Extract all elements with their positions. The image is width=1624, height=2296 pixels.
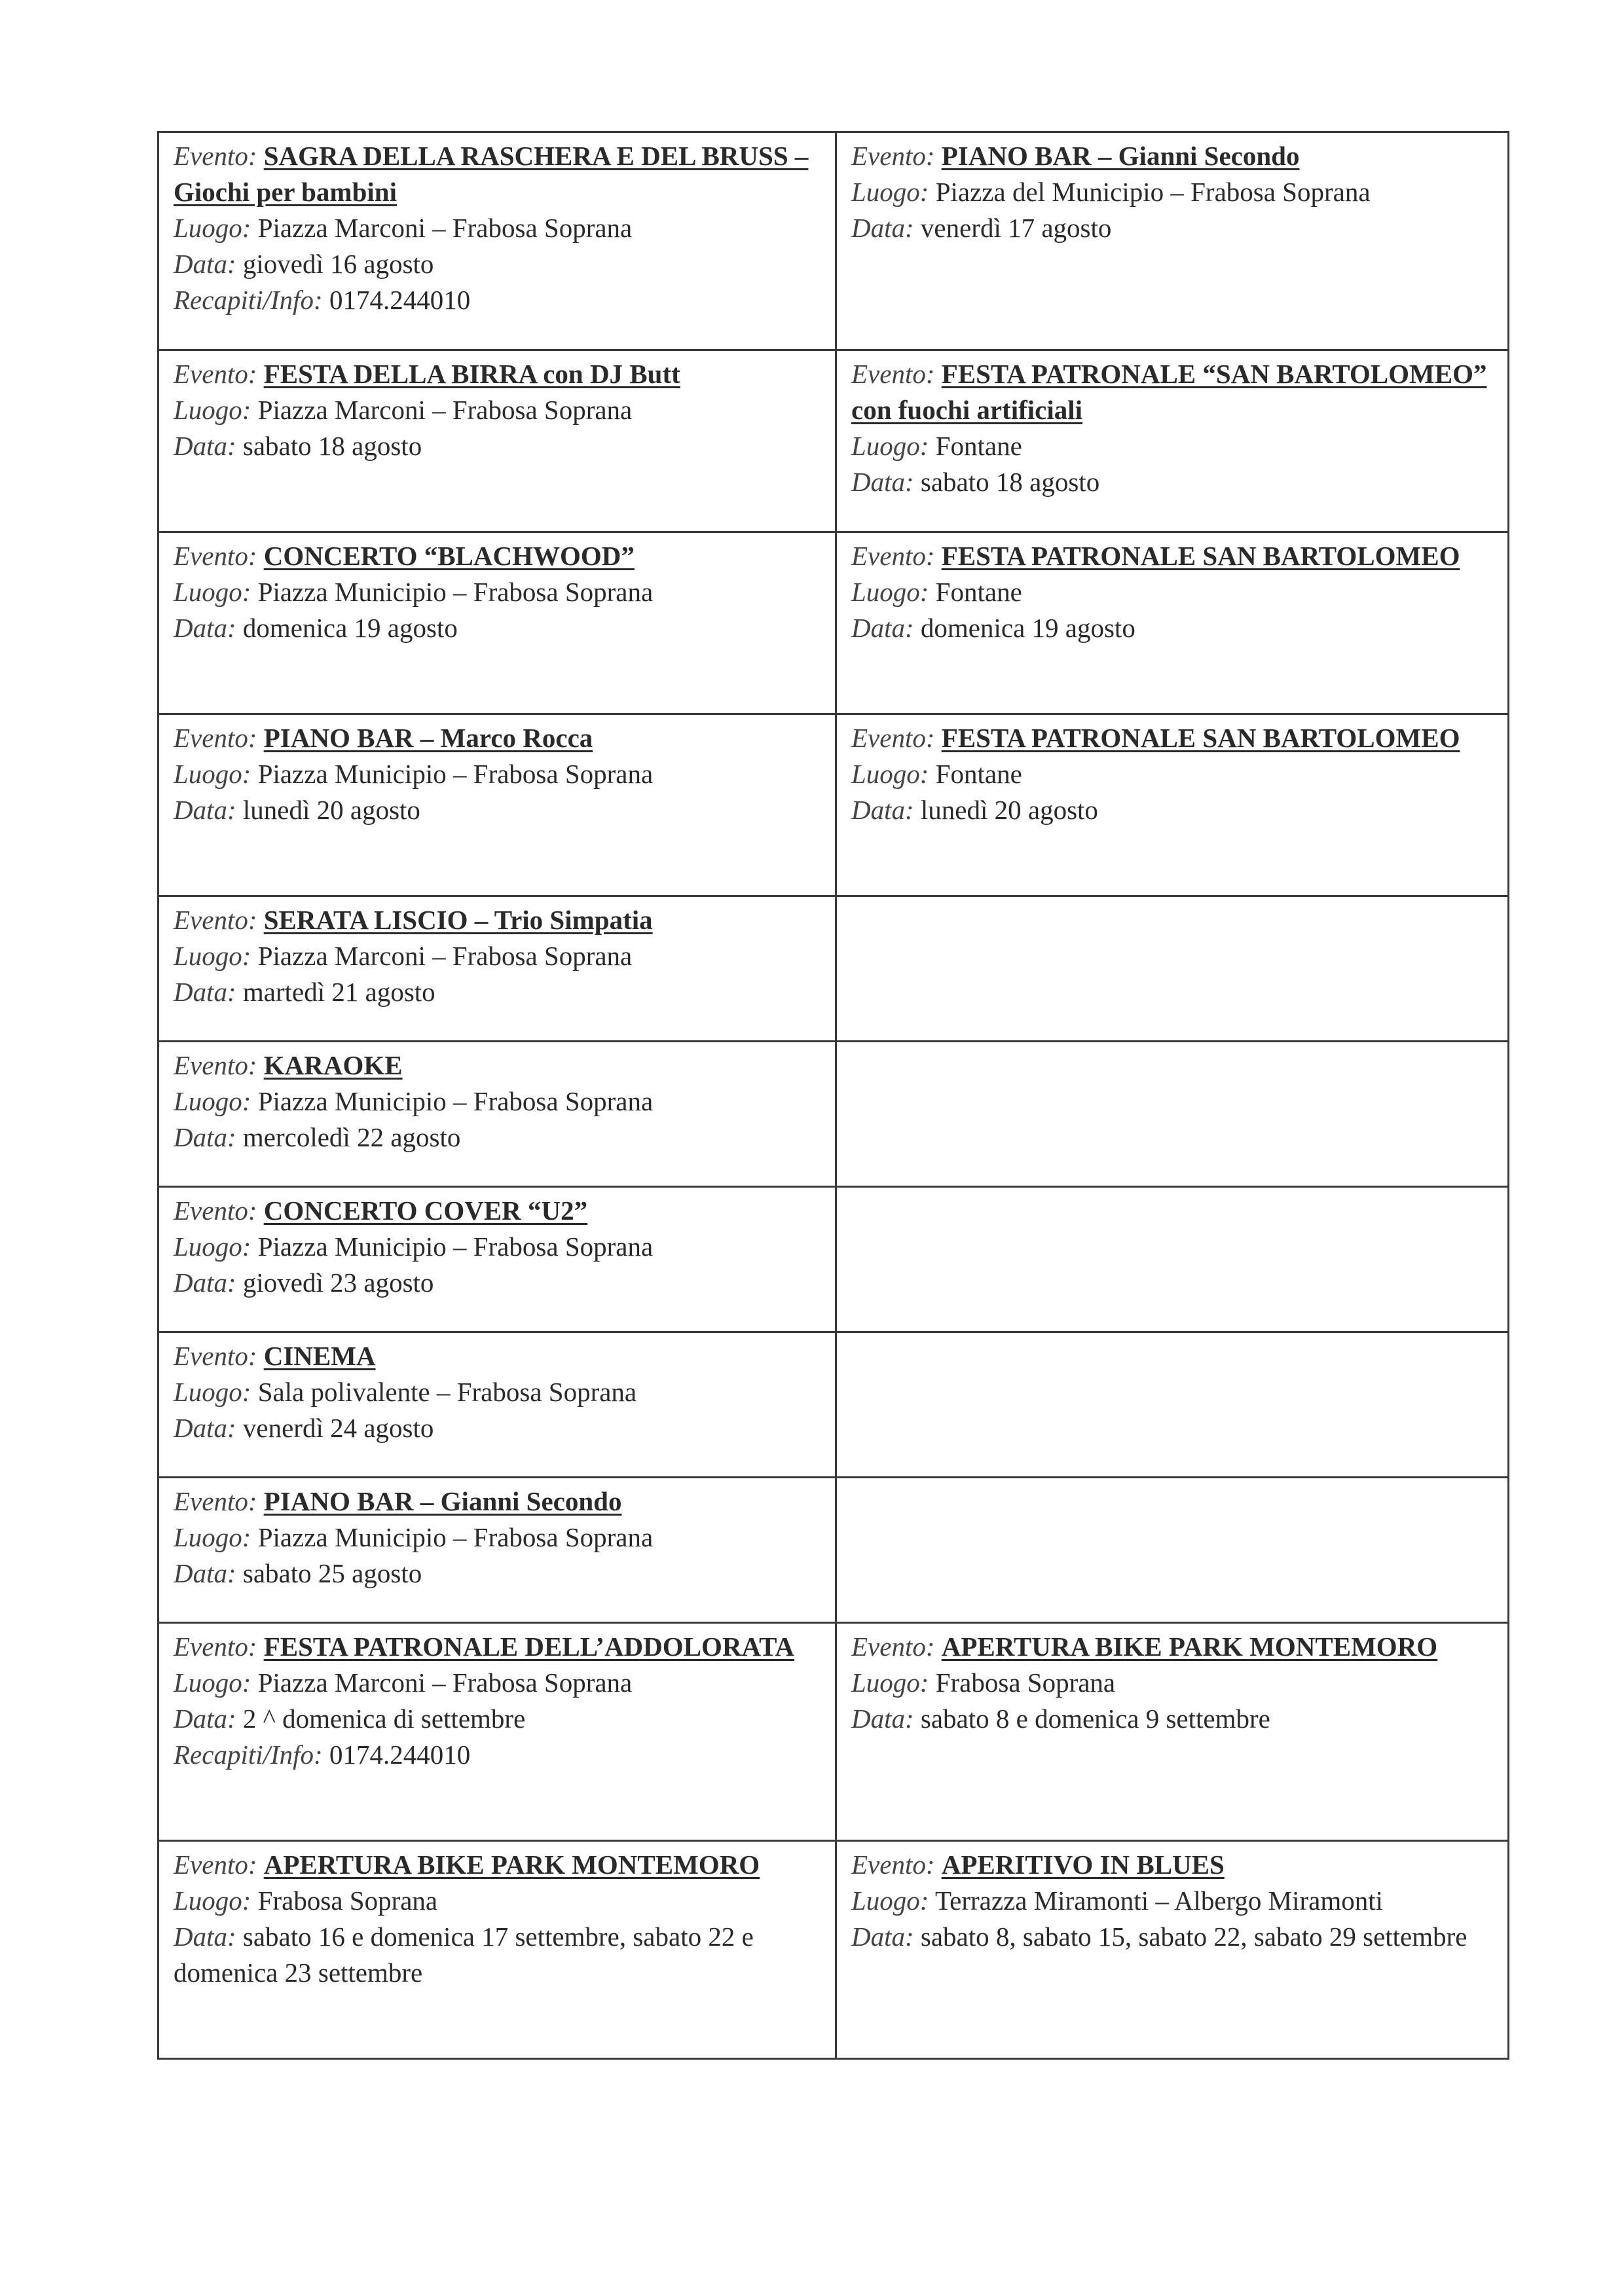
table-row: [158, 1478, 1509, 1623]
recapiti-label: Recapiti/Info:: [174, 1740, 323, 1770]
evento-label: Evento:: [174, 1195, 257, 1226]
table-row: [158, 1332, 1509, 1478]
event-date: sabato 25 agosto: [242, 1558, 422, 1588]
luogo-label: Luogo:: [851, 177, 929, 207]
evento-label: Evento:: [174, 1486, 257, 1516]
evento-label: Evento:: [174, 359, 257, 389]
event-contact: 0174.244010: [329, 285, 471, 315]
luogo-line: [851, 756, 1493, 792]
event-location: Piazza Marconi – Frabosa Soprana: [257, 941, 633, 971]
event-title: PIANO BAR – Gianni Secondo: [263, 1486, 622, 1516]
event-contact: 0174.244010: [329, 1740, 471, 1770]
event-location: Piazza Municipio – Frabosa Soprana: [257, 759, 654, 789]
event-title: CONCERTO “BLACHWOOD”: [263, 541, 635, 571]
evento-label: Evento:: [174, 1341, 257, 1371]
event-line: [851, 538, 1493, 574]
luogo-label: Luogo:: [851, 1667, 929, 1698]
event-date: giovedì 23 agosto: [242, 1267, 434, 1298]
event-cell: [158, 350, 836, 532]
event-title: PIANO BAR – Gianni Secondo: [941, 141, 1300, 171]
event-cell: [158, 1042, 836, 1187]
data-line: [851, 610, 1493, 646]
empty-cell: [836, 1478, 1509, 1623]
data-label: Data:: [174, 1558, 236, 1588]
event-date: sabato 8 e domenica 9 settembre: [920, 1704, 1270, 1734]
data-line: [851, 792, 1493, 828]
data-label: Data:: [174, 1922, 236, 1952]
event-date: sabato 8, sabato 15, sabato 22, sabato 29 settembre: [920, 1922, 1467, 1952]
event-line: [174, 902, 821, 938]
event-date: giovedì 16 agosto: [242, 249, 434, 279]
event-cell: [836, 1623, 1509, 1841]
evento-label: Evento:: [851, 723, 935, 753]
data-line: [851, 210, 1493, 246]
luogo-line: [174, 1374, 821, 1410]
event-cell: [158, 1623, 836, 1841]
event-title: FESTA DELLA BIRRA con DJ Butt: [263, 359, 680, 389]
event-title: FESTA PATRONALE SAN BARTOLOMEO: [941, 541, 1460, 571]
event-location: Piazza Municipio – Frabosa Soprana: [257, 1231, 654, 1262]
table-row: [158, 714, 1509, 896]
data-label: Data:: [174, 613, 236, 643]
evento-label: Evento:: [174, 1050, 257, 1080]
luogo-line: [851, 428, 1493, 464]
event-line: [851, 1629, 1493, 1665]
luogo-label: Luogo:: [174, 213, 251, 243]
event-line: [174, 720, 821, 756]
event-line: [174, 1629, 821, 1665]
event-line: [851, 720, 1493, 756]
event-location: Piazza Municipio – Frabosa Soprana: [257, 577, 654, 607]
event-line: [851, 356, 1493, 428]
evento-label: Evento:: [851, 1850, 935, 1880]
luogo-label: Luogo:: [174, 577, 251, 607]
event-date: domenica 19 agosto: [920, 613, 1135, 643]
event-location: Piazza Marconi – Frabosa Soprana: [257, 395, 633, 425]
data-label: Data:: [174, 1413, 236, 1443]
luogo-label: Luogo:: [851, 577, 929, 607]
luogo-label: Luogo:: [174, 759, 251, 789]
luogo-line: [174, 938, 821, 974]
event-cell: [158, 896, 836, 1042]
event-location: Fontane: [935, 431, 1022, 461]
luogo-line: [851, 174, 1493, 210]
event-title: CONCERTO COVER “U2”: [263, 1195, 588, 1226]
event-title: FESTA PATRONALE “SAN BARTOLOMEO” con fuochi artificiali: [851, 359, 1487, 425]
empty-cell: [836, 1042, 1509, 1187]
event-title: SAGRA DELLA RASCHERA E DEL BRUSS – Giochi per bambini: [174, 141, 809, 207]
evento-label: Evento:: [174, 1850, 257, 1880]
event-location: Frabosa Soprana: [935, 1667, 1116, 1698]
event-line: [174, 1847, 821, 1883]
data-line: [174, 1265, 821, 1301]
event-title: FESTA PATRONALE SAN BARTOLOMEO: [941, 723, 1460, 753]
event-cell: [158, 1841, 836, 2059]
data-label: Data:: [851, 1704, 914, 1734]
event-location: Fontane: [935, 759, 1022, 789]
luogo-line: [174, 574, 821, 610]
evento-label: Evento:: [174, 1631, 257, 1662]
event-line: [174, 356, 821, 392]
event-cell: [158, 1187, 836, 1332]
recapiti-line: [174, 282, 821, 318]
event-date: sabato 18 agosto: [920, 467, 1100, 497]
data-line: [174, 1701, 821, 1737]
evento-label: Evento:: [174, 905, 257, 935]
recapiti-line: [174, 1737, 821, 1773]
event-location: Frabosa Soprana: [257, 1886, 438, 1916]
data-line: [174, 974, 821, 1010]
luogo-line: [174, 210, 821, 246]
luogo-label: Luogo:: [174, 1377, 251, 1407]
table-row: [158, 532, 1509, 714]
luogo-label: Luogo:: [174, 1086, 251, 1116]
event-cell: [836, 350, 1509, 532]
data-label: Data:: [174, 1122, 236, 1152]
evento-label: Evento:: [174, 141, 257, 171]
data-label: Data:: [851, 795, 914, 825]
data-label: Data:: [851, 613, 914, 643]
luogo-line: [851, 1665, 1493, 1701]
luogo-label: Luogo:: [174, 1886, 251, 1916]
data-label: Data:: [851, 467, 914, 497]
event-line: [174, 138, 821, 210]
event-location: Piazza Marconi – Frabosa Soprana: [257, 1667, 633, 1698]
event-title: PIANO BAR – Marco Rocca: [263, 723, 593, 753]
event-line: [174, 1193, 821, 1229]
data-label: Data:: [174, 977, 236, 1007]
data-line: [174, 428, 821, 464]
event-title: FESTA PATRONALE DELL’ADDOLORATA: [263, 1631, 794, 1662]
luogo-label: Luogo:: [174, 1231, 251, 1262]
event-date: lunedì 20 agosto: [920, 795, 1098, 825]
event-title: APERTURA BIKE PARK MONTEMORO: [941, 1631, 1438, 1662]
event-cell: [158, 1478, 836, 1623]
data-line: [851, 1701, 1493, 1737]
event-date: lunedì 20 agosto: [242, 795, 420, 825]
event-title: APERITIVO IN BLUES: [941, 1850, 1225, 1880]
luogo-line: [851, 574, 1493, 610]
luogo-line: [174, 1883, 821, 1919]
event-location: Fontane: [935, 577, 1022, 607]
event-line: [174, 1048, 821, 1084]
event-cell: [836, 1841, 1509, 2059]
event-location: Piazza Marconi – Frabosa Soprana: [257, 213, 633, 243]
luogo-label: Luogo:: [851, 1886, 929, 1916]
evento-label: Evento:: [851, 359, 935, 389]
table-row: [158, 350, 1509, 532]
table-row: [158, 1187, 1509, 1332]
evento-label: Evento:: [851, 1631, 935, 1662]
data-line: [174, 792, 821, 828]
data-label: Data:: [174, 795, 236, 825]
luogo-line: [174, 392, 821, 428]
empty-cell: [836, 896, 1509, 1042]
table-row: [158, 1841, 1509, 2059]
event-location: Piazza Municipio – Frabosa Soprana: [257, 1522, 654, 1552]
data-line: [174, 610, 821, 646]
luogo-label: Luogo:: [174, 941, 251, 971]
event-line: [174, 1484, 821, 1520]
luogo-label: Luogo:: [174, 395, 251, 425]
evento-label: Evento:: [851, 141, 935, 171]
luogo-line: [174, 1229, 821, 1265]
data-label: Data:: [174, 1704, 236, 1734]
table-row: [158, 1042, 1509, 1187]
recapiti-label: Recapiti/Info:: [174, 285, 323, 315]
data-line: [174, 246, 821, 282]
luogo-label: Luogo:: [851, 759, 929, 789]
luogo-line: [174, 1520, 821, 1556]
event-line: [851, 138, 1493, 174]
luogo-line: [174, 1665, 821, 1701]
event-date: martedì 21 agosto: [242, 977, 435, 1007]
luogo-line: [851, 1883, 1493, 1919]
event-line: [851, 1847, 1493, 1883]
event-cell: [158, 532, 836, 714]
event-date: mercoledì 22 agosto: [242, 1122, 461, 1152]
data-label: Data:: [174, 431, 236, 461]
data-label: Data:: [174, 1267, 236, 1298]
event-date: sabato 16 e domenica 17 settembre, sabato 22 e domenica 23 settembre: [174, 1922, 754, 1988]
data-line: [174, 1410, 821, 1446]
luogo-label: Luogo:: [174, 1667, 251, 1698]
event-cell: [158, 132, 836, 350]
event-cell: [836, 532, 1509, 714]
event-date: venerdì 24 agosto: [242, 1413, 434, 1443]
evento-label: Evento:: [851, 541, 935, 571]
event-cell: [836, 714, 1509, 896]
event-title: CINEMA: [263, 1341, 376, 1371]
event-title: KARAOKE: [263, 1050, 403, 1080]
event-date: venerdì 17 agosto: [920, 213, 1112, 243]
table-row: [158, 896, 1509, 1042]
event-location: Piazza Municipio – Frabosa Soprana: [257, 1086, 654, 1116]
data-line: [174, 1556, 821, 1592]
event-cell: [158, 1332, 836, 1478]
empty-cell: [836, 1187, 1509, 1332]
event-title: SERATA LISCIO – Trio Simpatia: [263, 905, 653, 935]
evento-label: Evento:: [174, 541, 257, 571]
events-table: [157, 131, 1509, 2060]
event-location: Piazza del Municipio – Frabosa Soprana: [935, 177, 1371, 207]
table-row: [158, 132, 1509, 350]
event-date: 2 ^ domenica di settembre: [242, 1704, 526, 1734]
data-label: Data:: [851, 213, 914, 243]
data-line: [851, 1919, 1493, 1955]
data-line: [174, 1919, 821, 1991]
luogo-label: Luogo:: [174, 1522, 251, 1552]
event-location: Terrazza Miramonti – Albergo Miramonti: [934, 1886, 1384, 1916]
luogo-label: Luogo:: [851, 431, 929, 461]
event-location: Sala polivalente – Frabosa Soprana: [257, 1377, 637, 1407]
event-title: APERTURA BIKE PARK MONTEMORO: [263, 1850, 760, 1880]
event-line: [174, 538, 821, 574]
data-label: Data:: [174, 249, 236, 279]
luogo-line: [174, 1084, 821, 1120]
data-label: Data:: [851, 1922, 914, 1952]
event-line: [174, 1338, 821, 1374]
event-cell: [158, 714, 836, 896]
empty-cell: [836, 1332, 1509, 1478]
event-cell: [836, 132, 1509, 350]
data-line: [174, 1120, 821, 1156]
luogo-line: [174, 756, 821, 792]
data-line: [851, 464, 1493, 500]
event-date: domenica 19 agosto: [242, 613, 458, 643]
evento-label: Evento:: [174, 723, 257, 753]
event-date: sabato 18 agosto: [242, 431, 422, 461]
table-row: [158, 1623, 1509, 1841]
